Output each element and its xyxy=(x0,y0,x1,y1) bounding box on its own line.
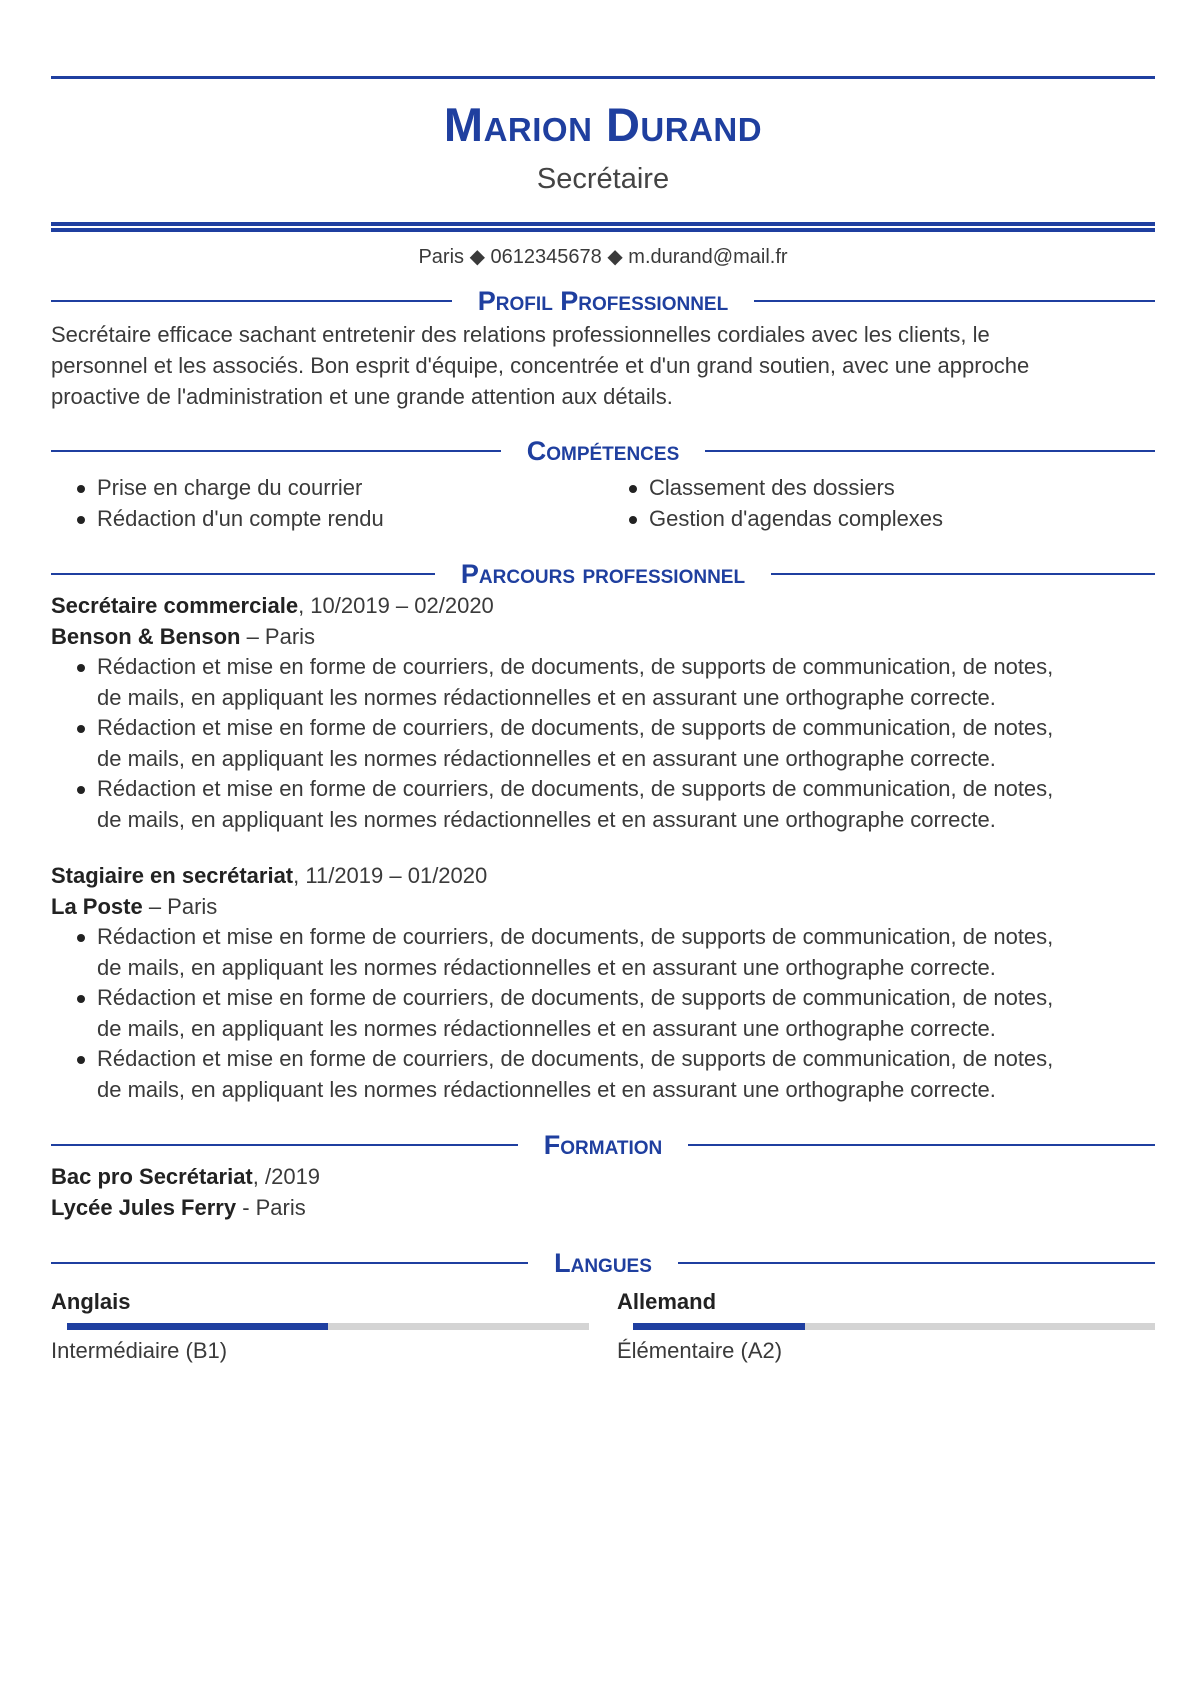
job-company: Benson & Benson xyxy=(51,624,241,649)
contact-phone: 0612345678 xyxy=(490,246,602,268)
job-bullet: Rédaction et mise en forme de courriers, de documents, de supports de communication, de notes, de mails, en appliquant les normes rédactionnelles et en assurant une orthographe correcte. xyxy=(51,922,1155,983)
education-entry xyxy=(51,1161,1155,1223)
section-title-education: Formation xyxy=(543,1130,663,1160)
job-dates: , 10/2019 – 02/2020 xyxy=(298,593,494,618)
job-bullet: Rédaction et mise en forme de courriers, de documents, de supports de communication, de notes, de mails, en appliquant les normes rédactionnelles et en assurant une orthographe correcte. xyxy=(51,983,1155,1044)
job-bullet: Rédaction et mise en forme de courriers, de documents, de supports de communication, de notes, de mails, en appliquant les normes rédactionnelles et en assurant une orthographe correcte. xyxy=(51,1044,1155,1105)
language-name: Allemand xyxy=(617,1289,717,1314)
job-bullet: Rédaction et mise en forme de courriers, de documents, de supports de communication, de notes, de mails, en appliquant les normes rédactionnelles et en assurant une orthographe correcte. xyxy=(51,774,1155,835)
school: Lycée Jules Ferry xyxy=(51,1195,237,1220)
job-bullet: Rédaction et mise en forme de courriers, de documents, de supports de communication, de notes, de mails, en appliquant les normes rédactionnelles et en assurant une orthographe correcte. xyxy=(51,652,1155,713)
header-double-rule xyxy=(51,222,1155,232)
section-title-profile: Profil Professionnel xyxy=(477,286,729,316)
skill-item: Rédaction d'un compte rendu xyxy=(51,504,603,535)
job-location: – Paris xyxy=(240,624,316,649)
degree: Bac pro Secrétariat xyxy=(51,1164,253,1189)
language-level: Élémentaire (A2) xyxy=(617,1338,783,1363)
section-title-skills: Compétences xyxy=(526,436,680,466)
job-entry xyxy=(51,590,1155,835)
job-bullet: Rédaction et mise en forme de courriers, de documents, de supports de communication, de notes, de mails, en appliquant les normes rédactionnelles et en assurant une orthographe correcte. xyxy=(51,713,1155,774)
skill-item: Gestion d'agendas complexes xyxy=(603,504,1155,535)
job-dates: , 11/2019 – 01/2020 xyxy=(293,863,488,888)
job-entry xyxy=(51,860,1155,1105)
job-company: La Poste xyxy=(51,894,143,919)
section-header-experience xyxy=(51,554,1155,594)
candidate-name: Marion Durand xyxy=(443,98,763,151)
resume-page xyxy=(51,76,1155,1368)
diamond-icon: ◆ xyxy=(607,246,623,268)
candidate-job-title: Secrétaire xyxy=(536,163,670,195)
language-name: Anglais xyxy=(51,1289,131,1314)
profile-line: personnel et les associés. Bon esprit d'équipe, concentrée et d'un grand soutien, avec une approche xyxy=(51,353,1030,378)
profile-summary xyxy=(51,319,1155,412)
school-location: - Paris xyxy=(236,1195,306,1220)
section-title-experience: Parcours professionnel xyxy=(460,559,746,589)
section-header-languages xyxy=(51,1243,1155,1283)
language-level-bar xyxy=(633,1323,1155,1330)
diamond-icon: ◆ xyxy=(469,246,485,268)
language-item xyxy=(617,1287,1155,1368)
section-header-education xyxy=(51,1125,1155,1165)
language-item xyxy=(51,1287,589,1368)
skill-item: Classement des dossiers xyxy=(603,473,1155,504)
profile-line: proactive de l'administration et une grande attention aux détails. xyxy=(51,384,673,409)
job-location: – Paris xyxy=(142,894,218,919)
contact-city: Paris xyxy=(418,246,465,268)
degree-date: , /2019 xyxy=(252,1164,321,1189)
job-role: Stagiaire en secrétariat xyxy=(51,863,294,888)
top-rule xyxy=(51,76,1155,79)
language-level-fill xyxy=(67,1323,328,1330)
language-level: Intermédiaire (B1) xyxy=(51,1338,228,1363)
languages-list xyxy=(51,1287,1155,1368)
section-header-skills xyxy=(51,431,1155,471)
contact-line xyxy=(51,242,1155,272)
job-role: Secrétaire commerciale xyxy=(51,593,299,618)
skill-item: Prise en charge du courrier xyxy=(51,473,603,504)
skills-list xyxy=(51,473,1155,534)
language-level-bar xyxy=(67,1323,589,1330)
contact-email: m.durand@mail.fr xyxy=(628,246,788,268)
language-level-fill xyxy=(633,1323,805,1330)
profile-line: Secrétaire efficace sachant entretenir des relations professionnelles cordiales avec les clients, le xyxy=(51,322,990,347)
section-header-profile xyxy=(51,281,1155,321)
section-title-languages: Langues xyxy=(554,1248,652,1278)
